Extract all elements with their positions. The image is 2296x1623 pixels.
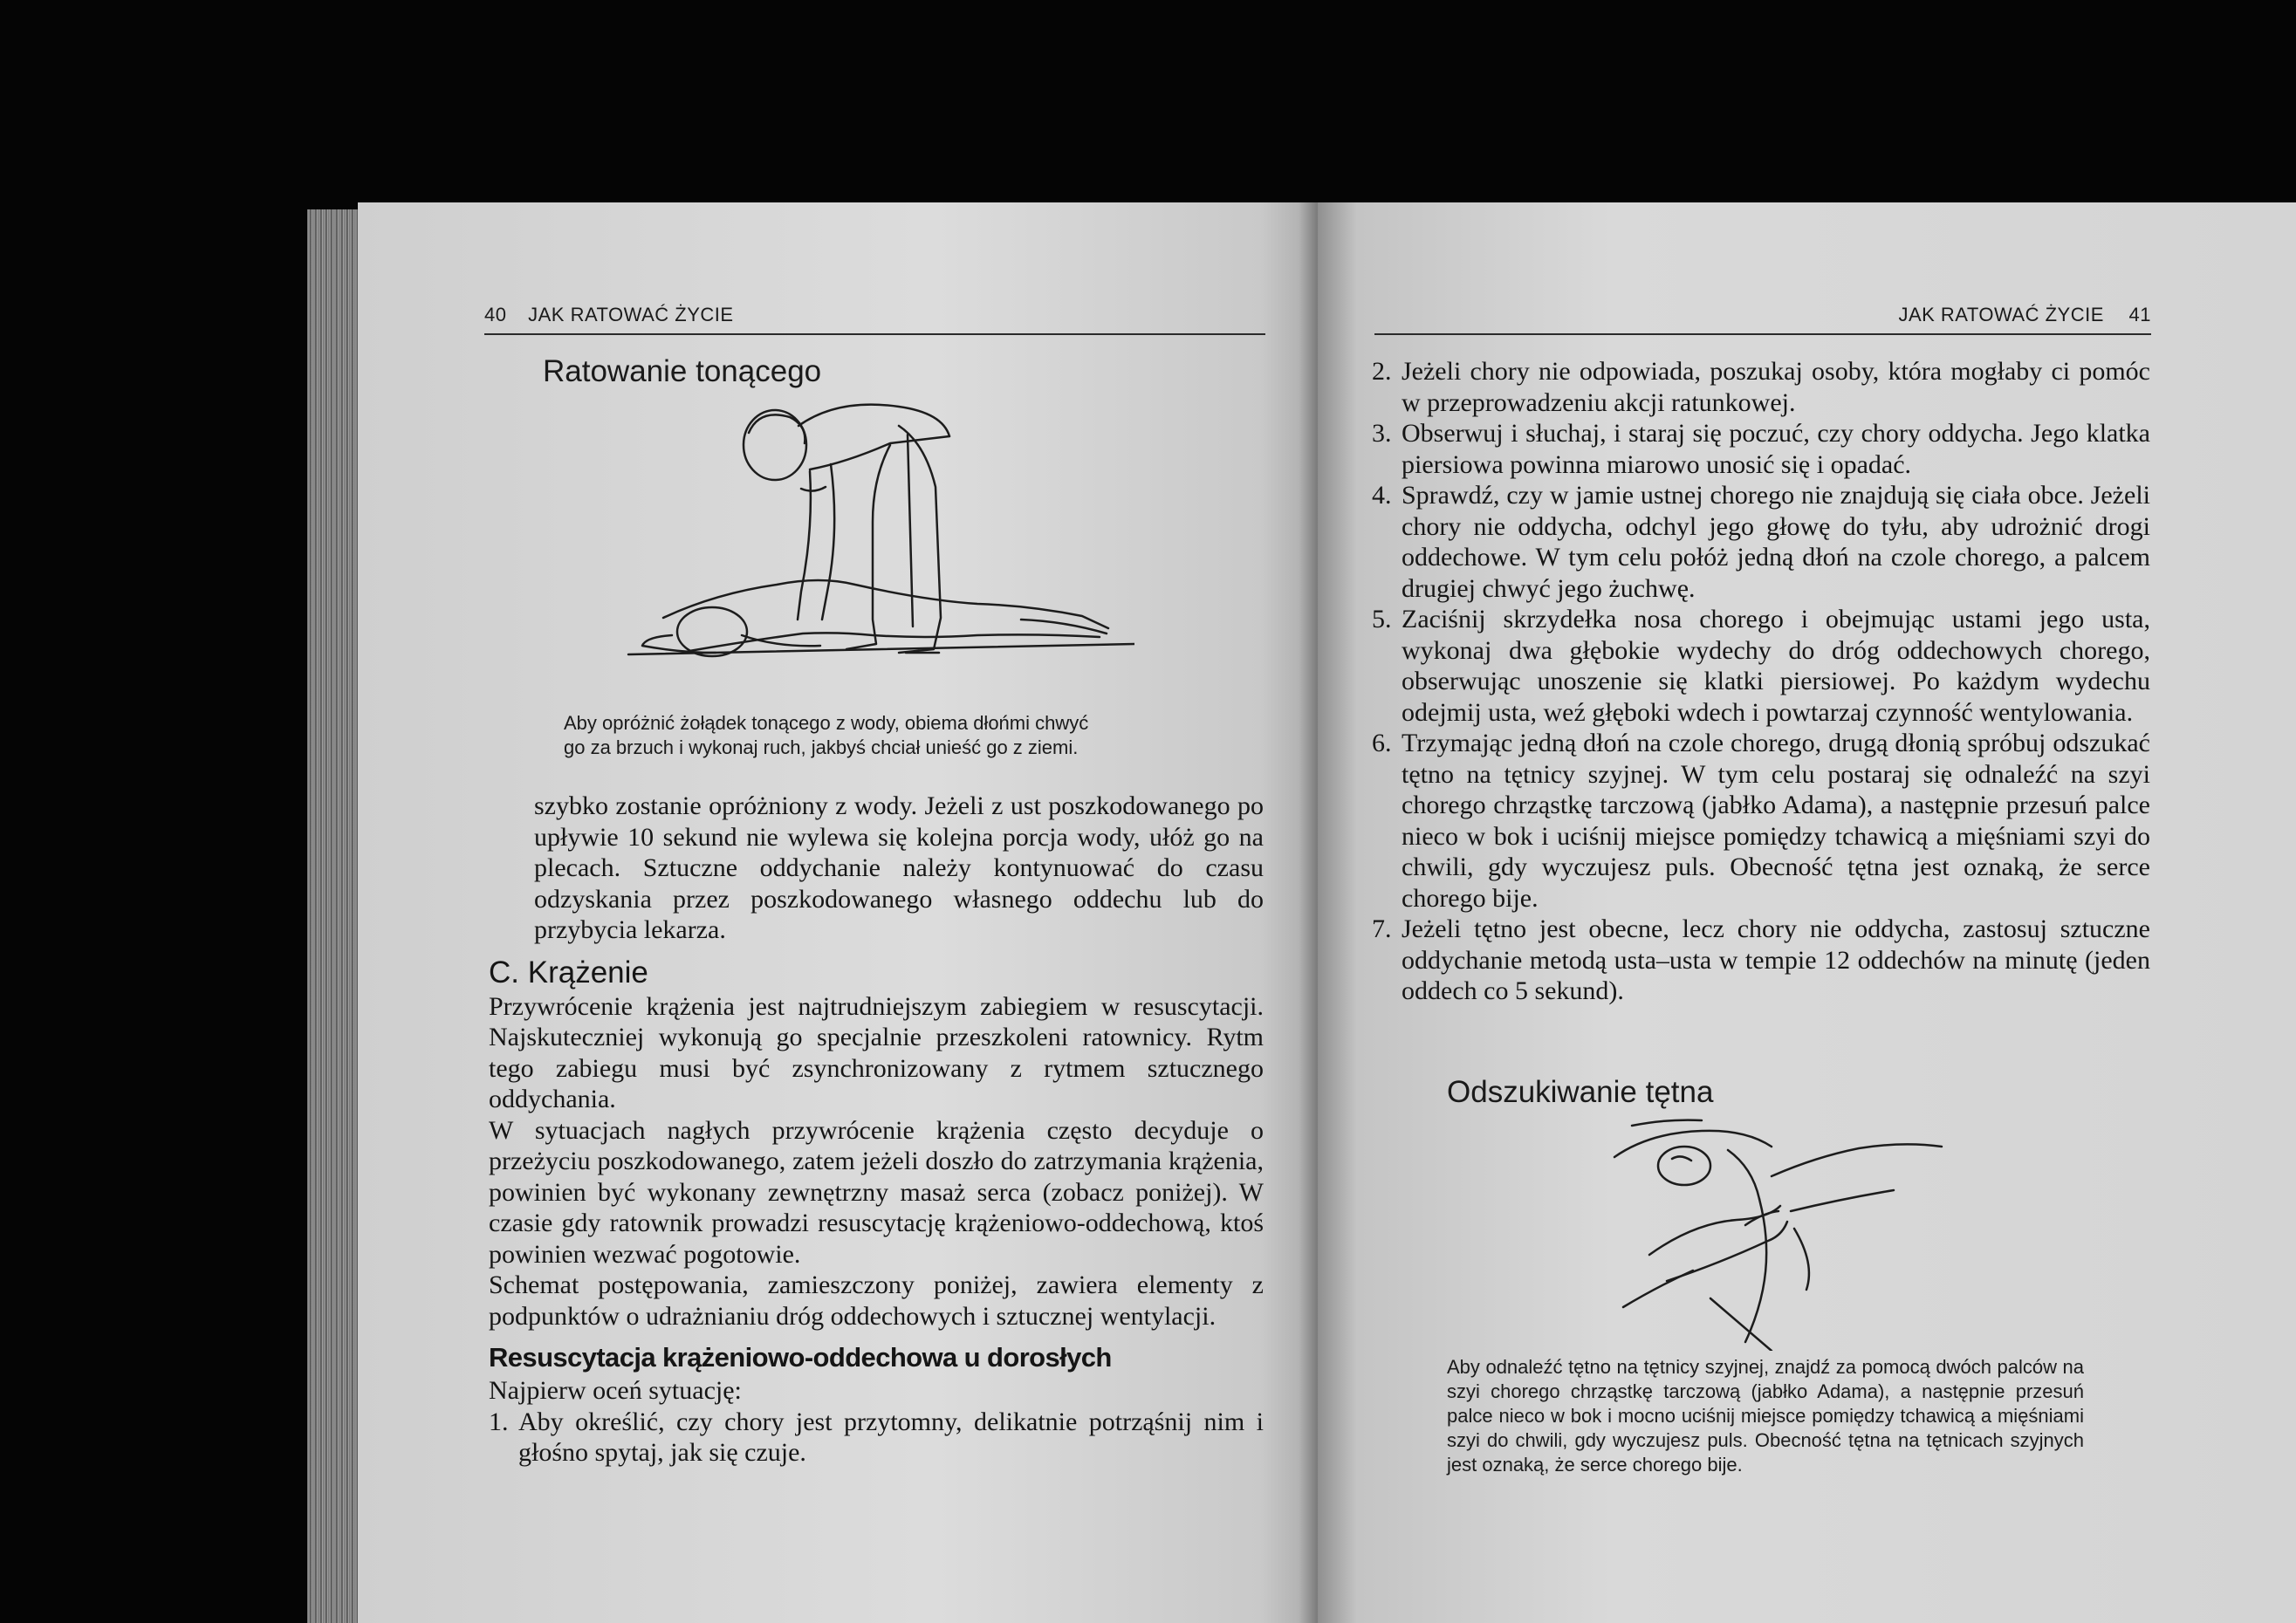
list-item [1372,914,2150,1007]
paragraph-emptying-water: szybko zostanie opróżniony z wody. Jeżeli z ust poszkodowanego po upływie 10 sekund nie wylewa się kolejna porcja wody, ułóż go na plecach. Sztuczne oddychanie należy kontynuować do czasu odzyskania przez poszkodowanego własnego oddechu lub do przybycia lekarza. [534,791,1264,944]
cpr-adults-heading: Resuscytacja krążeniowo-oddechowa u dorosłych [489,1342,1112,1373]
list-item [1372,728,2150,914]
right-running-head [1374,304,2151,335]
right-page-number: 41 [2128,304,2151,325]
left-steps-list [489,1407,1264,1469]
section-heading-circulation: C. Krążenie [489,955,648,990]
drowning-figure-caption [564,711,1227,760]
paragraph-circulation-intro: Przywrócenie krążenia jest najtrudniejszym zabiegiem w resuscytacji. Najskuteczniej wykonują go specjalnie przeszkoleni ratownicy. Rytm tego zabiegu musi być zsynchronizowany z rytmem sztucznego oddychania. [489,991,1264,1113]
step-text: Jeżeli tętno jest obecne, lecz chory nie oddycha, zastosuj sztuczne oddychanie metodą usta–usta w tempie 12 oddechów na minutę (jeden oddech co 5 sekund). [1402,914,2150,1005]
left-running-title: JAK RATOWAĆ ŻYCIE [528,304,734,325]
list-item [1372,356,2150,418]
list-item [1372,604,2150,728]
caption-line: go za brzuch i wykonaj ruch, jakbyś chciał unieść go z ziemi. [564,736,1079,758]
pulse-check-illustration-icon [1597,1115,1946,1351]
step-text: Zaciśnij skrzydełka nosa chorego i obejmując ustami jego usta, wykonaj dwa głębokie wydechy do dróg oddechowych chorego, obserwując unoszenie się klatki piersiowej. Po każdym wydechu odejmij usta, weź głęboki wdech i powtarzaj czynność wentylowania. [1402,605,2150,727]
paragraph-scheme: Schemat postępowania, zamieszczony poniżej, zawiera elementy z podpunktów o udrażnianiu dróg oddechowych i sztucznej wentylacji. [489,1270,1264,1331]
list-item [1372,418,2150,480]
step-number: 6. [1372,729,1392,757]
left-body-column [489,791,1264,1469]
step-number: 5. [1372,605,1392,633]
drowning-rescue-illustration-icon [611,391,1134,670]
drowning-figure-title: Ratowanie tonącego [543,354,822,388]
step-number: 2. [1372,357,1392,386]
list-item [1372,480,2150,604]
assess-situation-line: Najpierw oceń sytuację: [489,1376,742,1405]
step-text: Sprawdź, czy w jamie ustnej chorego nie znajdują się ciała obce. Jeżeli chory nie oddycha, odchyl jego głowę do tyłu, aby udrożnić drogi oddechowe. W tym celu połóż jedną dłoń na czole chorego, a palcem drugiej chwyć jego żuchwę. [1402,481,2150,603]
caption-line: Aby opróżnić żołądek tonącego z wody, obiema dłońmi chwyć [564,712,1089,734]
step-text: Jeżeli chory nie odpowiada, poszukaj osoby, która mogłaby ci pomóc w przeprowadzeniu akcji ratunkowej. [1402,357,2150,417]
step-number: 4. [1372,481,1392,510]
step-number: 3. [1372,419,1392,448]
pulse-figure-title: Odszukiwanie tętna [1447,1075,1714,1109]
left-page-number: 40 [484,304,507,325]
right-body-column [1372,356,2150,1007]
step-number: 1. [489,1407,509,1436]
step-text: Aby określić, czy chory jest przytomny, delikatnie potrząśnij nim i głośno spytaj, jak się czuje. [518,1407,1264,1467]
step-number: 7. [1372,914,1392,943]
right-running-title: JAK RATOWAĆ ŻYCIE [1898,304,2104,325]
pulse-figure-caption: Aby odnaleźć tętno na tętnicy szyjnej, znajdź za pomocą dwóch palców na szyi chorego chrząstkę tarczową (jabłko Adama), a następnie przesuń palce nieco w bok i mocno uciśnij miejsce pomiędzy tchawicą a mięśniami szyi do chwili, gdy wyczujesz puls. Obecność tętna na tętnicach szyjnych jest oznaką, że serce chorego bije. [1447,1356,2084,1476]
step-text: Trzymając jedną dłoń na czole chorego, drugą dłonią spróbuj odszukać tętno na tętnicy szyjnej. W tym celu postaraj się odnaleźć na szyi chorego chrząstkę tarczową (jabłko Adama), a następnie przesuń palce nieco w bok i uciśnij miejsce pomiędzy tchawicą a mięśniami szyi do chwili, gdy wyczujesz puls. Obecność tętna jest oznaką, że serce chorego bije. [1402,729,2150,913]
step-text: Obserwuj i słuchaj, i staraj się poczuć, czy chory oddycha. Jego klatka piersiowa powinna miarowo unosić się i opadać. [1402,419,2150,479]
left-running-head [484,304,1265,335]
right-steps-list [1372,356,2150,1007]
list-item [489,1407,1264,1469]
paragraph-circulation-emergency: W sytuacjach nagłych przywrócenie krążenia często decyduje o przeżyciu poszkodowanego, zatem jeżeli doszło do zatrzymania krążenia, powinien być wykonany zewnętrzny masaż serca (zobacz poniżej). W czasie gdy ratownik prowadzi resuscytację krążeniowo-oddechową, ktoś powinien wezwać pogotowie. [489,1115,1264,1269]
